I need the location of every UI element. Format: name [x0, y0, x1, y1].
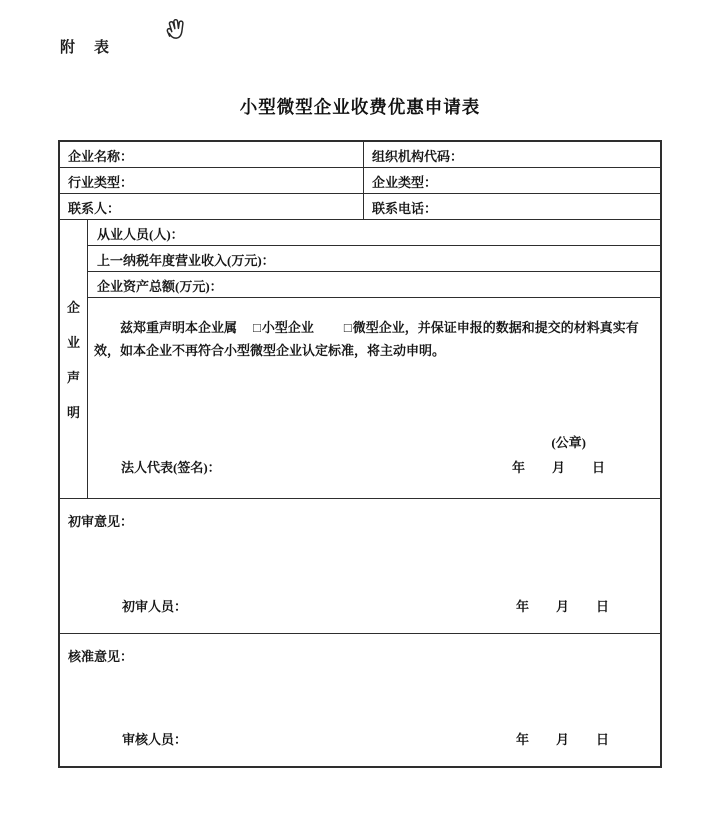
page-title: 小型微型企业收费优惠申请表 — [239, 97, 481, 117]
table-row — [60, 142, 660, 168]
date-month-label: 月 — [551, 460, 565, 475]
date-month-label: 月 — [555, 599, 569, 614]
side-label-char: 企 — [66, 300, 80, 315]
declaration-statement — [92, 316, 656, 362]
field-contact-phone: 联系电话： — [363, 194, 660, 219]
grab-hand-icon — [158, 14, 194, 54]
field-annual-revenue: 上一纳税年度营业收入(万元)： — [88, 246, 660, 272]
table-row — [60, 194, 660, 220]
enterprise-declaration-section — [60, 220, 660, 499]
field-enterprise-type: 企业类型： — [363, 168, 660, 193]
legal-rep-signature-row — [92, 457, 656, 476]
date-month-label: 月 — [555, 732, 569, 747]
declaration-side-label — [60, 220, 88, 498]
date-year-label: 年 — [515, 732, 529, 747]
date-day-label: 日 — [595, 732, 609, 747]
field-industry-type: 行业类型： — [68, 175, 134, 190]
initial-reviewer-label: 初审人员： — [122, 599, 188, 614]
application-form-table — [58, 140, 662, 768]
official-seal-note: (公章) — [551, 435, 586, 450]
statement-suffix: ，并保证申报的数据和提交的材料真实有效，如本企业不再符合小型微型企业认定标准，将主动申明。 — [94, 320, 639, 358]
date-fields — [512, 457, 656, 476]
side-label-char: 业 — [66, 335, 80, 350]
statement-prefix: 兹郑重声明本企业属 — [120, 320, 238, 335]
field-company-name: 企业名称： — [68, 149, 134, 164]
checkbox-small-label: 小型企业 — [261, 320, 314, 335]
side-label-char: 明 — [66, 405, 80, 420]
checkbox-icon: □ — [253, 320, 261, 335]
approval-title: 核准意见： — [68, 649, 134, 664]
date-day-label: 日 — [591, 460, 605, 475]
declaration-main — [88, 220, 660, 498]
date-fields — [516, 729, 660, 748]
date-year-label: 年 — [515, 599, 529, 614]
initial-review-signature-row — [60, 596, 660, 615]
side-label-char: 声 — [66, 370, 80, 385]
field-org-code: 组织机构代码： — [363, 142, 660, 167]
declaration-body — [88, 298, 660, 498]
attachment-label: 附 表 — [60, 40, 112, 56]
date-day-label: 日 — [595, 599, 609, 614]
auditor-label: 审核人员： — [122, 732, 188, 747]
legal-rep-signature-label: 法人代表(签名)： — [121, 460, 221, 475]
approval-section — [60, 634, 660, 766]
initial-review-title: 初审意见： — [68, 514, 134, 529]
checkbox-micro-enterprise[interactable] — [344, 320, 405, 335]
field-contact-person: 联系人： — [68, 201, 121, 216]
checkbox-small-enterprise[interactable] — [253, 320, 314, 335]
table-row — [60, 168, 660, 194]
approval-signature-row — [60, 729, 660, 748]
checkbox-icon: □ — [343, 320, 352, 335]
checkbox-micro-label: 微型企业 — [352, 320, 405, 335]
date-fields — [516, 596, 660, 615]
initial-review-section — [60, 499, 660, 634]
field-total-assets: 企业资产总额(万元)： — [88, 272, 660, 298]
field-employee-count: 从业人员(人)： — [88, 220, 660, 246]
date-year-label: 年 — [511, 460, 525, 475]
